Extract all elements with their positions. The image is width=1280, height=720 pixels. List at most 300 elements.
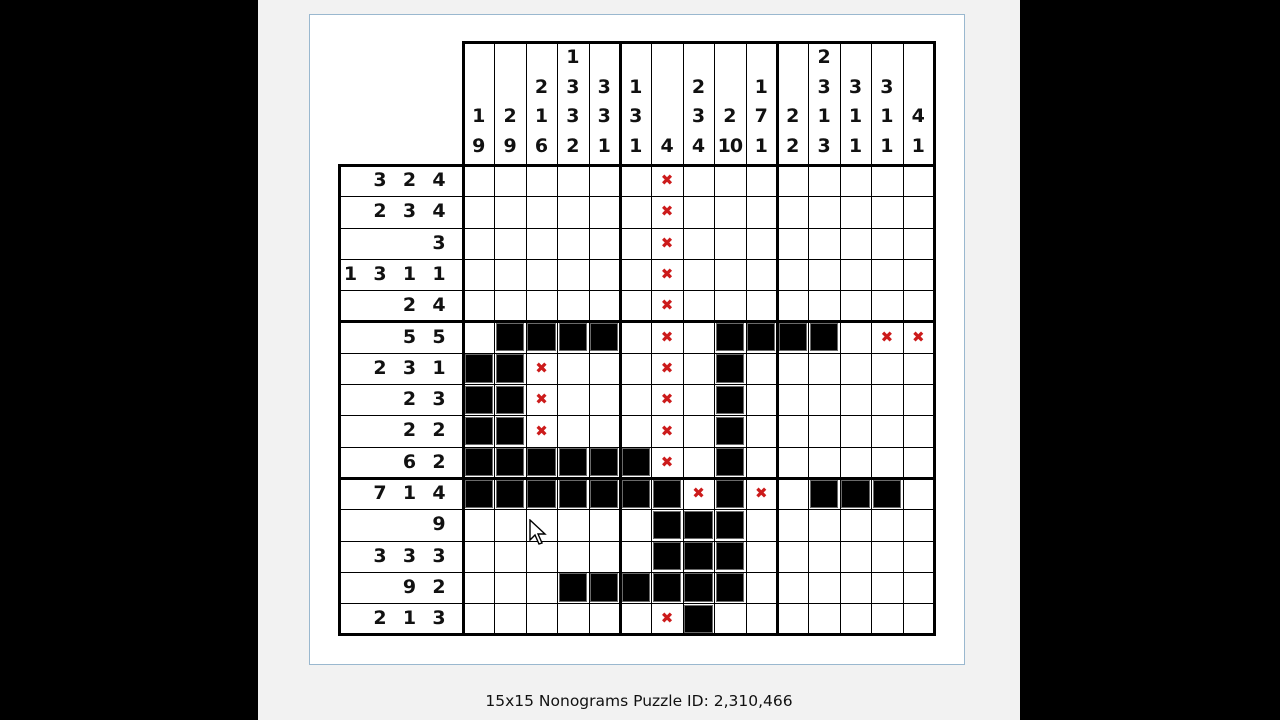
- empty-cell[interactable]: [622, 229, 650, 257]
- filled-cell[interactable]: [465, 386, 493, 414]
- filled-cell[interactable]: [622, 573, 650, 601]
- empty-cell[interactable]: [559, 229, 587, 257]
- empty-cell[interactable]: [465, 198, 493, 226]
- grid-line-vertical: [840, 42, 841, 635]
- empty-cell[interactable]: [841, 386, 869, 414]
- empty-cell[interactable]: [841, 167, 869, 195]
- empty-cell[interactable]: [527, 260, 555, 288]
- column-clue-number: 1: [880, 105, 894, 127]
- filled-cell[interactable]: [622, 448, 650, 476]
- empty-cell[interactable]: [559, 292, 587, 320]
- row-clue-number: 3: [432, 231, 446, 254]
- filled-cell[interactable]: [496, 323, 524, 351]
- column-clue-number: 1: [880, 134, 894, 157]
- filled-cell[interactable]: [653, 573, 681, 601]
- column-clue-number: 1: [817, 105, 831, 127]
- column-clue-number: 1: [566, 46, 580, 68]
- empty-cell[interactable]: [496, 229, 524, 257]
- empty-cell[interactable]: [841, 605, 869, 633]
- empty-cell[interactable]: [496, 198, 524, 226]
- filled-cell[interactable]: [527, 323, 555, 351]
- empty-cell[interactable]: [465, 605, 493, 633]
- filled-cell[interactable]: [684, 511, 712, 539]
- column-clue-number: 2: [503, 105, 517, 127]
- row-clue-number: 2: [432, 575, 446, 598]
- empty-cell[interactable]: [684, 260, 712, 288]
- crossed-cell[interactable]: [527, 417, 555, 445]
- empty-cell[interactable]: [559, 605, 587, 633]
- row-clue-number: 2: [432, 450, 446, 473]
- empty-cell[interactable]: [779, 605, 807, 633]
- crossed-cell[interactable]: [684, 480, 712, 508]
- crossed-cell[interactable]: [653, 260, 681, 288]
- crossed-cell[interactable]: [653, 417, 681, 445]
- filled-cell[interactable]: [590, 480, 618, 508]
- column-clue-number: 6: [534, 134, 549, 157]
- column-clue-number: 3: [566, 105, 580, 127]
- empty-cell[interactable]: [559, 354, 587, 382]
- filled-cell[interactable]: [496, 354, 524, 382]
- row-clue-number: 1: [402, 607, 417, 630]
- empty-cell[interactable]: [465, 323, 493, 351]
- empty-cell[interactable]: [527, 605, 555, 633]
- empty-cell[interactable]: [559, 260, 587, 288]
- empty-cell[interactable]: [590, 229, 618, 257]
- filled-cell[interactable]: [779, 323, 807, 351]
- empty-cell[interactable]: [496, 292, 524, 320]
- grid-thick-line-horizontal: [338, 633, 936, 636]
- grid-line-horizontal: [339, 541, 934, 542]
- filled-cell[interactable]: [496, 480, 524, 508]
- crossed-cell[interactable]: [653, 167, 681, 195]
- crossed-cell[interactable]: [527, 386, 555, 414]
- row-clue-number: 3: [402, 356, 417, 379]
- empty-cell[interactable]: [810, 448, 838, 476]
- filled-cell[interactable]: [465, 448, 493, 476]
- row-clue-number: 3: [432, 607, 446, 630]
- empty-cell[interactable]: [841, 417, 869, 445]
- filled-cell[interactable]: [653, 542, 681, 570]
- empty-cell[interactable]: [747, 354, 775, 382]
- column-clue-number: 3: [629, 105, 643, 127]
- empty-cell[interactable]: [559, 386, 587, 414]
- row-clue-number: 4: [432, 169, 446, 191]
- empty-cell[interactable]: [873, 167, 901, 195]
- empty-cell[interactable]: [622, 511, 650, 539]
- cross-mark-icon: ✖: [660, 233, 674, 252]
- grid-line-vertical: [494, 42, 495, 635]
- grid-line-horizontal: [339, 290, 934, 291]
- empty-cell[interactable]: [716, 260, 744, 288]
- empty-cell[interactable]: [841, 542, 869, 570]
- filled-cell[interactable]: [653, 511, 681, 539]
- cross-mark-icon: ✖: [660, 296, 674, 315]
- filled-cell[interactable]: [716, 511, 744, 539]
- column-clue-number: 1: [911, 134, 925, 157]
- crossed-cell[interactable]: [653, 386, 681, 414]
- empty-cell[interactable]: [904, 573, 932, 601]
- empty-cell[interactable]: [496, 605, 524, 633]
- empty-cell[interactable]: [590, 511, 618, 539]
- empty-cell[interactable]: [779, 542, 807, 570]
- crossed-cell[interactable]: [653, 198, 681, 226]
- empty-cell[interactable]: [590, 354, 618, 382]
- grid-line-horizontal: [339, 572, 934, 573]
- grid-line-horizontal: [339, 353, 934, 354]
- empty-cell[interactable]: [873, 198, 901, 226]
- empty-cell[interactable]: [873, 542, 901, 570]
- empty-cell[interactable]: [496, 573, 524, 601]
- empty-cell[interactable]: [684, 292, 712, 320]
- empty-cell[interactable]: [527, 573, 555, 601]
- empty-cell[interactable]: [810, 511, 838, 539]
- column-clue-number: 1: [629, 75, 643, 98]
- empty-cell[interactable]: [590, 605, 618, 633]
- filled-cell[interactable]: [716, 386, 744, 414]
- empty-cell[interactable]: [747, 229, 775, 257]
- crossed-cell[interactable]: [653, 605, 681, 633]
- column-clue-number: 3: [597, 105, 611, 127]
- empty-cell[interactable]: [559, 167, 587, 195]
- empty-cell[interactable]: [904, 386, 932, 414]
- crossed-cell[interactable]: [747, 480, 775, 508]
- empty-cell[interactable]: [622, 354, 650, 382]
- empty-cell[interactable]: [779, 417, 807, 445]
- empty-cell[interactable]: [779, 573, 807, 601]
- empty-cell[interactable]: [873, 354, 901, 382]
- empty-cell[interactable]: [559, 417, 587, 445]
- empty-cell[interactable]: [810, 417, 838, 445]
- empty-cell[interactable]: [779, 448, 807, 476]
- empty-cell[interactable]: [622, 260, 650, 288]
- row-clue-number: 3: [373, 262, 387, 285]
- empty-cell[interactable]: [527, 167, 555, 195]
- empty-cell[interactable]: [841, 260, 869, 288]
- grid-line-horizontal: [339, 196, 934, 197]
- filled-cell[interactable]: [465, 417, 493, 445]
- filled-cell[interactable]: [716, 417, 744, 445]
- row-clue-number: 6: [402, 450, 417, 473]
- empty-cell[interactable]: [747, 417, 775, 445]
- empty-cell[interactable]: [841, 323, 869, 351]
- empty-cell[interactable]: [873, 386, 901, 414]
- column-clue-number: 10: [717, 134, 743, 157]
- row-clue-number: 1: [402, 482, 417, 504]
- empty-cell[interactable]: [873, 260, 901, 288]
- empty-cell[interactable]: [559, 542, 587, 570]
- grid-line-vertical: [557, 42, 558, 635]
- empty-cell[interactable]: [747, 260, 775, 288]
- empty-cell[interactable]: [622, 386, 650, 414]
- empty-cell[interactable]: [747, 292, 775, 320]
- empty-cell[interactable]: [496, 167, 524, 195]
- empty-cell[interactable]: [747, 448, 775, 476]
- empty-cell[interactable]: [779, 198, 807, 226]
- empty-cell[interactable]: [779, 480, 807, 508]
- empty-cell[interactable]: [559, 511, 587, 539]
- empty-cell[interactable]: [873, 292, 901, 320]
- empty-cell[interactable]: [684, 448, 712, 476]
- empty-cell[interactable]: [590, 167, 618, 195]
- empty-cell[interactable]: [779, 354, 807, 382]
- filled-cell[interactable]: [559, 480, 587, 508]
- empty-cell[interactable]: [841, 354, 869, 382]
- filled-cell[interactable]: [810, 323, 838, 351]
- empty-cell[interactable]: [810, 292, 838, 320]
- column-clue-number: 3: [691, 105, 706, 127]
- empty-cell[interactable]: [810, 386, 838, 414]
- filled-cell[interactable]: [810, 480, 838, 508]
- grid-line-vertical: [651, 42, 652, 635]
- empty-cell[interactable]: [622, 167, 650, 195]
- corner-blank: [338, 41, 462, 164]
- filled-cell[interactable]: [684, 573, 712, 601]
- filled-cell[interactable]: [622, 480, 650, 508]
- empty-cell[interactable]: [747, 605, 775, 633]
- row-clue-number: 3: [432, 388, 446, 411]
- grid-line-vertical: [903, 42, 904, 635]
- empty-cell[interactable]: [684, 417, 712, 445]
- filled-cell[interactable]: [590, 448, 618, 476]
- empty-cell[interactable]: [716, 167, 744, 195]
- empty-cell[interactable]: [496, 542, 524, 570]
- empty-cell[interactable]: [810, 573, 838, 601]
- empty-cell[interactable]: [747, 511, 775, 539]
- empty-cell[interactable]: [622, 323, 650, 351]
- empty-cell[interactable]: [716, 605, 744, 633]
- grid-thick-line-horizontal: [338, 164, 936, 167]
- grid-line-vertical: [683, 42, 684, 635]
- empty-cell[interactable]: [747, 573, 775, 601]
- crossed-cell[interactable]: [527, 354, 555, 382]
- empty-cell[interactable]: [873, 573, 901, 601]
- empty-cell[interactable]: [841, 229, 869, 257]
- column-clue-number: 2: [566, 134, 580, 157]
- empty-cell[interactable]: [904, 448, 932, 476]
- column-clue-number: 4: [660, 134, 674, 157]
- column-clue-number: 3: [817, 75, 831, 98]
- empty-cell[interactable]: [465, 229, 493, 257]
- crossed-cell[interactable]: [653, 229, 681, 257]
- empty-cell[interactable]: [904, 417, 932, 445]
- filled-cell[interactable]: [716, 573, 744, 601]
- empty-cell[interactable]: [904, 480, 932, 508]
- empty-cell[interactable]: [559, 198, 587, 226]
- empty-cell[interactable]: [810, 542, 838, 570]
- empty-cell[interactable]: [716, 198, 744, 226]
- empty-cell[interactable]: [904, 511, 932, 539]
- empty-cell[interactable]: [716, 292, 744, 320]
- empty-cell[interactable]: [904, 542, 932, 570]
- empty-cell[interactable]: [527, 198, 555, 226]
- empty-cell[interactable]: [779, 511, 807, 539]
- empty-cell[interactable]: [716, 229, 744, 257]
- empty-cell[interactable]: [590, 292, 618, 320]
- empty-cell[interactable]: [747, 542, 775, 570]
- column-clue-number: 3: [848, 75, 863, 98]
- empty-cell[interactable]: [810, 260, 838, 288]
- empty-cell[interactable]: [496, 511, 524, 539]
- empty-cell[interactable]: [747, 386, 775, 414]
- empty-cell[interactable]: [684, 386, 712, 414]
- cross-mark-icon: ✖: [660, 421, 674, 440]
- empty-cell[interactable]: [904, 167, 932, 195]
- empty-cell[interactable]: [622, 542, 650, 570]
- empty-cell[interactable]: [904, 292, 932, 320]
- column-clue-number: 3: [817, 134, 831, 157]
- row-clue-number: 1: [402, 262, 417, 285]
- row-clue-number: 1: [432, 262, 446, 285]
- column-clue-number: 7: [754, 105, 768, 127]
- filled-cell[interactable]: [559, 448, 587, 476]
- empty-cell[interactable]: [904, 260, 932, 288]
- empty-cell[interactable]: [904, 354, 932, 382]
- empty-cell[interactable]: [622, 605, 650, 633]
- filled-cell[interactable]: [716, 542, 744, 570]
- empty-cell[interactable]: [779, 229, 807, 257]
- empty-cell[interactable]: [590, 260, 618, 288]
- cross-mark-icon: ✖: [535, 390, 548, 409]
- empty-cell[interactable]: [779, 167, 807, 195]
- empty-cell[interactable]: [841, 511, 869, 539]
- row-clue-number: 3: [402, 544, 417, 567]
- empty-cell[interactable]: [465, 167, 493, 195]
- empty-cell[interactable]: [684, 354, 712, 382]
- empty-cell[interactable]: [465, 542, 493, 570]
- empty-cell[interactable]: [465, 573, 493, 601]
- empty-cell[interactable]: [779, 386, 807, 414]
- empty-cell[interactable]: [465, 511, 493, 539]
- filled-cell[interactable]: [559, 573, 587, 601]
- filled-cell[interactable]: [465, 480, 493, 508]
- empty-cell[interactable]: [465, 292, 493, 320]
- column-clue-number: 1: [597, 134, 611, 157]
- empty-cell[interactable]: [527, 292, 555, 320]
- empty-cell[interactable]: [622, 417, 650, 445]
- empty-cell[interactable]: [810, 198, 838, 226]
- grid-line-vertical: [589, 42, 590, 635]
- empty-cell[interactable]: [841, 198, 869, 226]
- crossed-cell[interactable]: [873, 323, 901, 351]
- cross-mark-icon: ✖: [660, 358, 674, 377]
- cross-mark-icon: ✖: [755, 484, 768, 503]
- row-clue-number: 9: [432, 513, 446, 536]
- grid-line-horizontal: [339, 228, 934, 229]
- filled-cell[interactable]: [841, 480, 869, 508]
- empty-cell[interactable]: [904, 605, 932, 633]
- cross-mark-icon: ✖: [660, 327, 674, 346]
- empty-cell[interactable]: [590, 417, 618, 445]
- empty-cell[interactable]: [622, 292, 650, 320]
- filled-cell[interactable]: [559, 323, 587, 351]
- filled-cell[interactable]: [684, 542, 712, 570]
- filled-cell[interactable]: [653, 480, 681, 508]
- empty-cell[interactable]: [873, 511, 901, 539]
- filled-cell[interactable]: [684, 605, 712, 633]
- filled-cell[interactable]: [716, 480, 744, 508]
- row-clue-left-border: [338, 164, 341, 637]
- empty-cell[interactable]: [747, 167, 775, 195]
- column-clue-number: 1: [629, 134, 643, 157]
- filled-cell[interactable]: [590, 323, 618, 351]
- row-clue-number: 2: [373, 356, 387, 379]
- cross-mark-icon: ✖: [912, 327, 925, 346]
- empty-cell[interactable]: [684, 323, 712, 351]
- crossed-cell[interactable]: [653, 323, 681, 351]
- empty-cell[interactable]: [527, 229, 555, 257]
- empty-cell[interactable]: [684, 229, 712, 257]
- filled-cell[interactable]: [716, 448, 744, 476]
- cross-mark-icon: ✖: [660, 390, 674, 409]
- empty-cell[interactable]: [810, 605, 838, 633]
- empty-cell[interactable]: [684, 198, 712, 226]
- filled-cell[interactable]: [716, 354, 744, 382]
- row-clue-number: 5: [432, 325, 446, 348]
- cross-mark-icon: ✖: [660, 265, 674, 284]
- cross-mark-icon: ✖: [660, 452, 674, 471]
- empty-cell[interactable]: [590, 386, 618, 414]
- crossed-cell[interactable]: [904, 323, 932, 351]
- grid-thick-line-horizontal: [338, 320, 936, 323]
- filled-cell[interactable]: [496, 417, 524, 445]
- row-clue-number: 3: [373, 544, 387, 567]
- empty-cell[interactable]: [622, 198, 650, 226]
- empty-cell[interactable]: [747, 198, 775, 226]
- empty-cell[interactable]: [873, 448, 901, 476]
- filled-cell[interactable]: [527, 448, 555, 476]
- filled-cell[interactable]: [873, 480, 901, 508]
- filled-cell[interactable]: [496, 386, 524, 414]
- empty-cell[interactable]: [496, 260, 524, 288]
- filled-cell[interactable]: [590, 573, 618, 601]
- filled-cell[interactable]: [527, 480, 555, 508]
- empty-cell[interactable]: [779, 292, 807, 320]
- empty-cell[interactable]: [873, 229, 901, 257]
- filled-cell[interactable]: [496, 448, 524, 476]
- column-clue-number: 1: [754, 75, 768, 98]
- empty-cell[interactable]: [841, 448, 869, 476]
- empty-cell[interactable]: [465, 260, 493, 288]
- column-clue-number: 9: [503, 134, 517, 157]
- crossed-cell[interactable]: [653, 292, 681, 320]
- empty-cell[interactable]: [779, 260, 807, 288]
- empty-cell[interactable]: [590, 198, 618, 226]
- empty-cell[interactable]: [904, 198, 932, 226]
- filled-cell[interactable]: [465, 354, 493, 382]
- filled-cell[interactable]: [716, 323, 744, 351]
- crossed-cell[interactable]: [653, 448, 681, 476]
- empty-cell[interactable]: [810, 167, 838, 195]
- filled-cell[interactable]: [747, 323, 775, 351]
- cross-mark-icon: ✖: [660, 171, 674, 190]
- empty-cell[interactable]: [841, 292, 869, 320]
- empty-cell[interactable]: [810, 354, 838, 382]
- column-clue-top-border: [462, 41, 936, 44]
- grid-line-vertical: [871, 42, 872, 635]
- crossed-cell[interactable]: [653, 354, 681, 382]
- empty-cell[interactable]: [873, 417, 901, 445]
- empty-cell[interactable]: [684, 167, 712, 195]
- grid-thick-line-vertical: [462, 41, 465, 637]
- empty-cell[interactable]: [810, 229, 838, 257]
- empty-cell[interactable]: [904, 229, 932, 257]
- grid-line-vertical: [714, 42, 715, 635]
- column-clue-number: 3: [597, 75, 611, 98]
- cross-mark-icon: ✖: [535, 421, 548, 440]
- empty-cell[interactable]: [590, 542, 618, 570]
- empty-cell[interactable]: [841, 573, 869, 601]
- empty-cell[interactable]: [873, 605, 901, 633]
